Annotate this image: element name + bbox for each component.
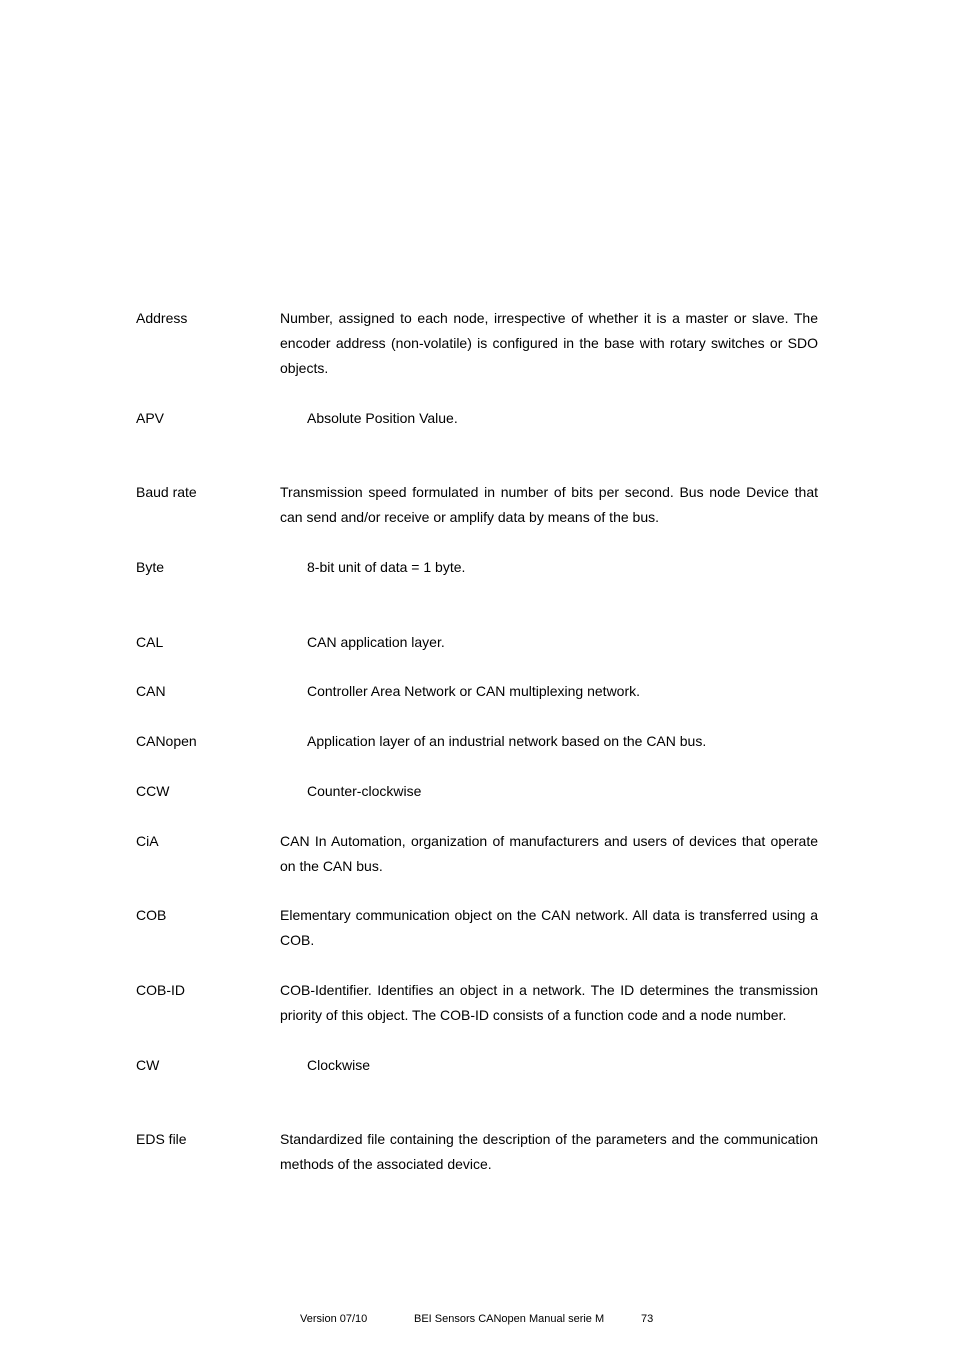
glossary-term-cal: CAL — [136, 634, 164, 650]
glossary-term-ccw: CCW — [136, 783, 170, 799]
glossary-definition-apv: Absolute Position Value. — [307, 410, 458, 426]
glossary-definition-cob: Elementary communication object on the CAN network. All data is transferred using a COB. — [280, 907, 818, 948]
glossary-definition-cw: Clockwise — [307, 1057, 371, 1073]
glossary-definition-byte: 8-bit unit of data = 1 byte. — [307, 559, 466, 575]
glossary-definition-canopen: Application layer of an industrial network based on the CAN bus. — [307, 733, 707, 749]
glossary-definition-cal: CAN application layer. — [307, 634, 445, 650]
footer-page-number: 73 — [641, 1313, 654, 1325]
glossary-term-baud-rate: Baud rate — [136, 484, 197, 500]
glossary-definition-ccw: Counter-clockwise — [307, 783, 422, 799]
glossary-term-cob: COB — [136, 907, 167, 923]
glossary-term-cob-id: COB-ID — [136, 982, 185, 998]
glossary-term-address: Address — [136, 310, 188, 326]
glossary-term-canopen: CANopen — [136, 733, 197, 749]
glossary-term-cw: CW — [136, 1057, 160, 1073]
glossary-definition-cia: CAN In Automation, organization of manufacturers and users of devices that operate on the CAN bus. — [280, 833, 818, 874]
glossary-term-cia: CiA — [136, 833, 159, 849]
footer-document-title: BEI Sensors CANopen Manual serie M — [414, 1313, 605, 1325]
glossary-term-can: CAN — [136, 683, 166, 699]
glossary-term-byte: Byte — [136, 559, 165, 575]
glossary-definition-can: Controller Area Network or CAN multiplexing network. — [307, 683, 641, 699]
glossary-definition-baud-rate: Transmission speed formulated in number of bits per second. Bus node Device that can send and/or receive or amplify data by means of the bus. — [280, 484, 818, 525]
glossary-definition-address: Number, assigned to each node, irrespective of whether it is a master or slave. The encoder address (non-volatile) is configured in the base with rotary switches or SDO objects. — [280, 310, 818, 376]
glossary-definition-cob-id: COB-Identifier. Identifies an object in a network. The ID determines the transmission priority of this object. The COB-ID consists of a function code and a node number. — [280, 982, 818, 1023]
glossary-term-apv: APV — [136, 410, 165, 426]
footer-version: Version 07/10 — [300, 1313, 368, 1325]
glossary-term-eds-file: EDS file — [136, 1131, 187, 1147]
glossary-definition-eds-file: Standardized file containing the description of the parameters and the communication methods of the associated device. — [280, 1131, 818, 1172]
